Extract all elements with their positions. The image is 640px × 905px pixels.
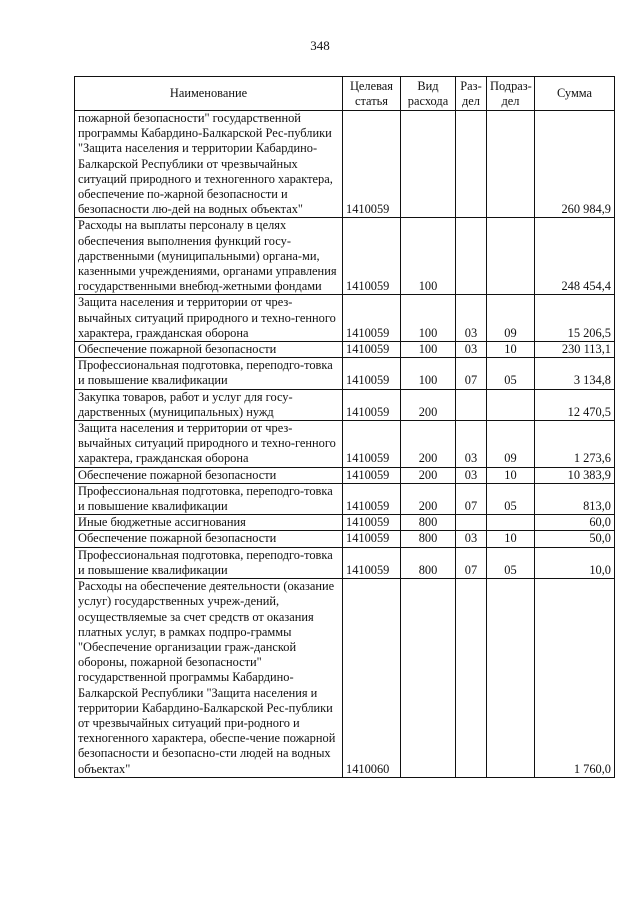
row-subsection: 05 [487,483,535,514]
budget-table [74,76,615,778]
row-type: 100 [401,342,456,358]
row-type [401,111,456,218]
row-article: 1410059 [343,421,401,468]
row-type: 200 [401,483,456,514]
row-section: 07 [456,547,487,578]
row-amount: 10 383,9 [535,467,615,483]
row-article: 1410060 [343,579,401,778]
table-row [75,531,615,547]
row-name: Расходы на выплаты персоналу в целях обеспечения выполнения функций госу-дарственными (муниципальными) органа-ми, казенными учреждениями, органами управления государственными внебюд-жетными фондами [75,218,343,295]
row-type: 200 [401,467,456,483]
row-type: 800 [401,547,456,578]
row-name: Расходы на обеспечение деятельности (оказание услуг) государственных учреж-дений, осуществляемые за счет средств от оказания платных услуг, в рамках подпро-граммы "Обеспечение организации граж-данской обороны, пожарной безопасности" государственной программы Кабардино-Балкарской Республики "Защита населения и территории Кабардино-Балкарской Рес-публики от чрезвычайных ситуаций при-родного и техногенного характера, обеспе-чение пожарной безопасности и безопасно-сти людей на водных объектах" [75,579,343,778]
row-section: 07 [456,483,487,514]
table-row [75,218,615,295]
row-amount: 12 470,5 [535,389,615,420]
row-subsection: 05 [487,358,535,389]
row-subsection: 10 [487,467,535,483]
table-row [75,421,615,468]
row-type: 800 [401,515,456,531]
row-type [401,579,456,778]
row-amount: 10,0 [535,547,615,578]
row-subsection: 10 [487,342,535,358]
row-article: 1410059 [343,389,401,420]
row-name: Закупка товаров, работ и услуг для госу-дарственных (муниципальных) нужд [75,389,343,420]
header-expense-type: Вид расхода [401,77,456,111]
row-article: 1410059 [343,295,401,342]
row-article: 1410059 [343,218,401,295]
table-row [75,515,615,531]
row-amount: 1 760,0 [535,579,615,778]
row-subsection: 09 [487,421,535,468]
row-type: 200 [401,421,456,468]
row-subsection: 05 [487,547,535,578]
row-name: Обеспечение пожарной безопасности [75,467,343,483]
row-name: Профессиональная подготовка, переподго-товка и повышение квалификации [75,547,343,578]
row-type: 200 [401,389,456,420]
row-amount: 230 113,1 [535,342,615,358]
row-name: Профессиональная подготовка, переподго-товка и повышение квалификации [75,483,343,514]
row-article: 1410059 [343,467,401,483]
row-article: 1410059 [343,531,401,547]
row-article: 1410059 [343,483,401,514]
table-row [75,295,615,342]
row-section [456,111,487,218]
row-section: 03 [456,342,487,358]
row-section [456,579,487,778]
header-subsection: Подраз-дел [487,77,535,111]
row-type: 800 [401,531,456,547]
header-amount: Сумма [535,77,615,111]
row-article: 1410059 [343,342,401,358]
page-number: 348 [310,38,330,53]
table-row [75,389,615,420]
row-name: Защита населения и территории от чрез-вычайных ситуаций природного и техно-генного характера, гражданская оборона [75,421,343,468]
table-row [75,342,615,358]
table-row [75,111,615,218]
row-section: 03 [456,467,487,483]
row-amount: 3 134,8 [535,358,615,389]
row-name: Профессиональная подготовка, переподго-товка и повышение квалификации [75,358,343,389]
row-amount: 15 206,5 [535,295,615,342]
row-section: 07 [456,358,487,389]
row-amount: 813,0 [535,483,615,514]
row-type: 100 [401,218,456,295]
row-subsection [487,111,535,218]
row-amount: 60,0 [535,515,615,531]
table-row [75,483,615,514]
row-subsection [487,515,535,531]
row-article: 1410059 [343,547,401,578]
row-name: пожарной безопасности" государственной программы Кабардино-Балкарской Рес-публики "Защита населения и территории Кабардино-Балкарской Республики от чрезвычайных ситуаций природного и техногенного характера, обеспечение по-жарной безопасности и безопасности лю-дей на водных объектах" [75,111,343,218]
table-row [75,467,615,483]
row-subsection: 09 [487,295,535,342]
row-subsection: 10 [487,531,535,547]
row-name: Иные бюджетные ассигнования [75,515,343,531]
table-header-row [75,77,615,111]
row-name: Защита населения и территории от чрез-вычайных ситуаций природного и техно-генного характера, гражданская оборона [75,295,343,342]
row-amount: 1 273,6 [535,421,615,468]
row-section: 03 [456,421,487,468]
row-name: Обеспечение пожарной безопасности [75,342,343,358]
row-article: 1410059 [343,111,401,218]
row-section [456,218,487,295]
row-section [456,389,487,420]
row-subsection [487,579,535,778]
header-name: Наименование [75,77,343,111]
row-article: 1410059 [343,358,401,389]
row-article: 1410059 [343,515,401,531]
row-section: 03 [456,295,487,342]
row-type: 100 [401,358,456,389]
row-amount: 260 984,9 [535,111,615,218]
row-name: Обеспечение пожарной безопасности [75,531,343,547]
table-row [75,358,615,389]
row-subsection [487,218,535,295]
table-row [75,579,615,778]
table-row [75,547,615,578]
header-target-article: Целевая статья [343,77,401,111]
row-type: 100 [401,295,456,342]
row-amount: 248 454,4 [535,218,615,295]
row-section [456,515,487,531]
row-amount: 50,0 [535,531,615,547]
header-section: Раз-дел [456,77,487,111]
row-subsection [487,389,535,420]
row-section: 03 [456,531,487,547]
